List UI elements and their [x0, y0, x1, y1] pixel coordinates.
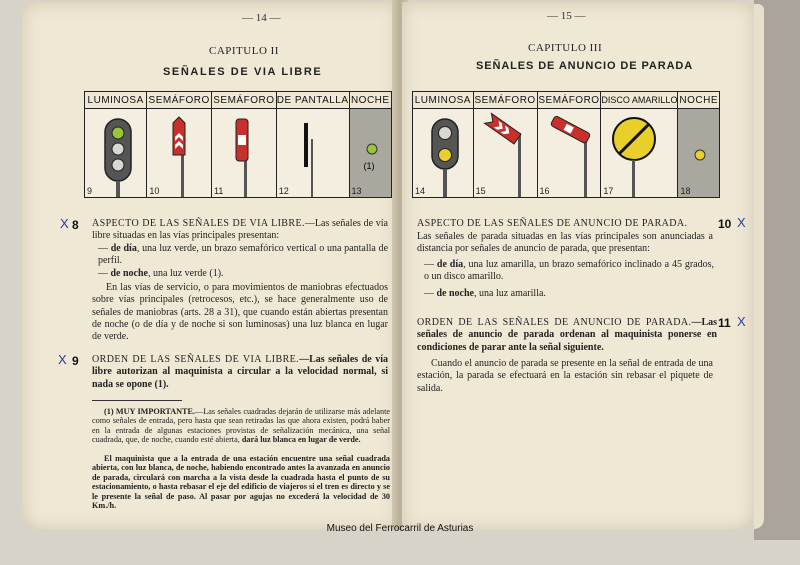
- panel-profile-icon: [277, 109, 343, 197]
- signal-table: [412, 91, 720, 198]
- section-11: [417, 317, 717, 354]
- left-page: [22, 2, 398, 530]
- section-9-text: —Las señales de vía libre autorizan al maquinista a circular a la velocidad normal, si nada se opone (1).: [92, 354, 388, 390]
- cell-semaforo-2: [537, 109, 601, 198]
- section-number: 8: [72, 218, 79, 232]
- pencil-mark: X: [737, 314, 746, 329]
- section-10: [417, 218, 717, 230]
- cell-luminosa: [413, 109, 474, 198]
- cell-number: 12: [278, 186, 289, 196]
- section-number: 9: [72, 354, 79, 368]
- pencil-mark: X: [737, 215, 746, 230]
- page-number: — 14 —: [242, 12, 281, 24]
- night-label: de noche: [110, 268, 148, 279]
- footnote-rule: [92, 400, 182, 401]
- header-luminosa: LUMINOSA: [413, 92, 474, 109]
- pencil-mark: X: [58, 352, 67, 367]
- semaphore-inclined-icon: [474, 109, 540, 197]
- light-signal-green-icon: [85, 109, 151, 197]
- section-8-title: ASPECTO DE LAS SEÑALES DE VIA LIBRE.: [92, 218, 305, 229]
- cell-number: 18: [680, 186, 691, 196]
- night-yellow-light-icon: [678, 109, 722, 197]
- cell-number: 14: [415, 186, 426, 196]
- cell-number: 17: [603, 186, 614, 196]
- section-number: 11: [718, 316, 731, 330]
- day-label: de día: [436, 259, 464, 270]
- cell-noche: [678, 109, 720, 198]
- header-noche: NOCHE: [678, 92, 720, 109]
- yellow-disc-icon: [601, 109, 667, 197]
- cell-number: 10: [149, 186, 160, 196]
- night-text: , una luz verde (1).: [148, 268, 224, 279]
- footnote-2: El maquinista que a la entrada de una estación encuentre una señal cuadrada abierta, con luz blanca, de noche, habiendo encontrado antes la avanzada en anuncio de parada, circulará con marcha a la vista desde la cuadrada hasta el punto de su estacionamiento, o hasta rebasar el eje del edificio de viajeros si el tren es directo y se le presente la señal de paso. Al pasar por agujas no excederá la velocidad de 30 Km./h.: [92, 454, 390, 511]
- cell-disco: [601, 109, 678, 198]
- cell-noche: [349, 109, 391, 198]
- cell-semaforo-2: [212, 109, 277, 198]
- section-10-night: — de noche, una luz amarilla.: [424, 288, 546, 299]
- day-label: de día: [110, 243, 137, 254]
- semaphore-vertical-icon: [147, 109, 213, 197]
- header-semaforo: SEMÁFORO: [212, 92, 277, 109]
- museum-watermark: Museo del Ferrocarril de Asturias: [326, 523, 474, 534]
- header-pantalla: DE PANTALLA: [276, 92, 349, 109]
- section-8: [92, 218, 388, 243]
- footnote-text: —Las señales cuadradas dejarán de utilizarse más adelante como señales de entrada, pero hasta que sean retiradas las que ahora existen, podrá haber en la entrada de algunas estaciones provistas de señalización mecánica, una señal cuadrada, que, de noche, cuando esté abierta,: [92, 407, 390, 445]
- pencil-mark: X: [60, 216, 69, 231]
- right-page: [402, 2, 754, 530]
- section-title: SEÑALES DE ANUNCIO DE PARADA: [476, 60, 694, 72]
- night-green-light-icon: [350, 109, 394, 197]
- section-10-title: ASPECTO DE LAS SEÑALES DE ANUNCIO DE PARADA.: [417, 218, 688, 229]
- page-number: — 15 —: [547, 10, 586, 22]
- section-9: [92, 354, 388, 391]
- header-luminosa: LUMINOSA: [85, 92, 147, 109]
- header-semaforo: SEMÁFORO: [473, 92, 537, 109]
- section-11-title: ORDEN DE LAS SEÑALES DE ANUNCIO DE PARADA.: [417, 317, 692, 328]
- cell-number: 15: [475, 186, 486, 196]
- header-disco: DISCO AMARILLO: [601, 92, 678, 109]
- footnote-label: (1) MUY IMPORTANTE.: [104, 407, 196, 416]
- section-9-title: ORDEN DE LAS SEÑALES DE VIA LIBRE.: [92, 354, 300, 365]
- cell-number: 9: [87, 186, 93, 196]
- section-8-day: — de día, una luz verde, un brazo semafórico vertical o una pantalla de perfil.: [98, 243, 389, 267]
- light-signal-yellow-icon: [413, 109, 479, 197]
- cell-number: 13: [351, 186, 362, 196]
- cell-semaforo-1: [473, 109, 537, 198]
- cell-number: 16: [539, 186, 550, 196]
- section-10-day: — de día, una luz amarilla, un brazo semafórico inclinado a 45 grados, o un disco amarillo.: [424, 259, 715, 283]
- chapter-heading: CAPITULO III: [528, 42, 603, 54]
- semaphore-inclined-icon: [538, 109, 604, 197]
- section-number: 10: [718, 217, 732, 231]
- cell-pantalla: [276, 109, 349, 198]
- day-text: , una luz amarilla, un brazo semafórico inclinado a 45 grados, o un disco amarillo.: [424, 259, 715, 283]
- footnote-1: [92, 407, 390, 445]
- section-10-lead: Las señales de parada situadas en las vías principales son anunciadas a distancia por señales de anuncio de parada, que presentan:: [417, 231, 713, 255]
- cell-semaforo-1: [147, 109, 212, 198]
- cell-luminosa: [85, 109, 147, 198]
- header-semaforo: SEMÁFORO: [147, 92, 212, 109]
- section-11-paragraph: Cuando el anuncio de parada se presente en la señal de entrada de una estación, la parada se efectuará en la estación sin rebasar el piquete de salida.: [417, 358, 713, 394]
- header-semaforo: SEMÁFORO: [537, 92, 601, 109]
- signal-table: [84, 91, 392, 198]
- night-label: de noche: [436, 288, 474, 299]
- semaphore-vertical-icon: [212, 109, 278, 197]
- header-noche: NOCHE: [349, 92, 391, 109]
- footnote-bold: dará luz blanca en lugar de verde.: [241, 435, 361, 445]
- section-title: SEÑALES DE VIA LIBRE: [163, 66, 323, 78]
- night-text: , una luz amarilla.: [474, 288, 546, 299]
- section-8-lead: —Las señales de vía libre situadas en las vías principales presentan:: [92, 218, 388, 242]
- chapter-heading: CAPITULO II: [209, 45, 279, 57]
- footnote-ref: (1): [363, 161, 375, 171]
- cell-number: 11: [214, 186, 224, 196]
- day-text: , una luz verde, un brazo semafórico vertical o una pantalla de perfil.: [98, 243, 389, 267]
- section-8-paragraph: En las vías de servicio, o para movimientos de maniobras efectuados sobre vías principales (retrocesos, etc.), se hace generalmente uso de señales de maniobras (arts. 28 a 31), que cuando están abiertas presentan de noche (o de día y de noche si son luminosas) una luz blanca en lugar de verde.: [92, 282, 388, 343]
- next-page-edge: [754, 4, 764, 529]
- section-8-night: — de noche, una luz verde (1).: [98, 268, 224, 279]
- section-11-text: —Las señales de anuncio de parada ordenan al maquinista ponerse en condiciones de parar ante la señal siguiente.: [417, 317, 717, 353]
